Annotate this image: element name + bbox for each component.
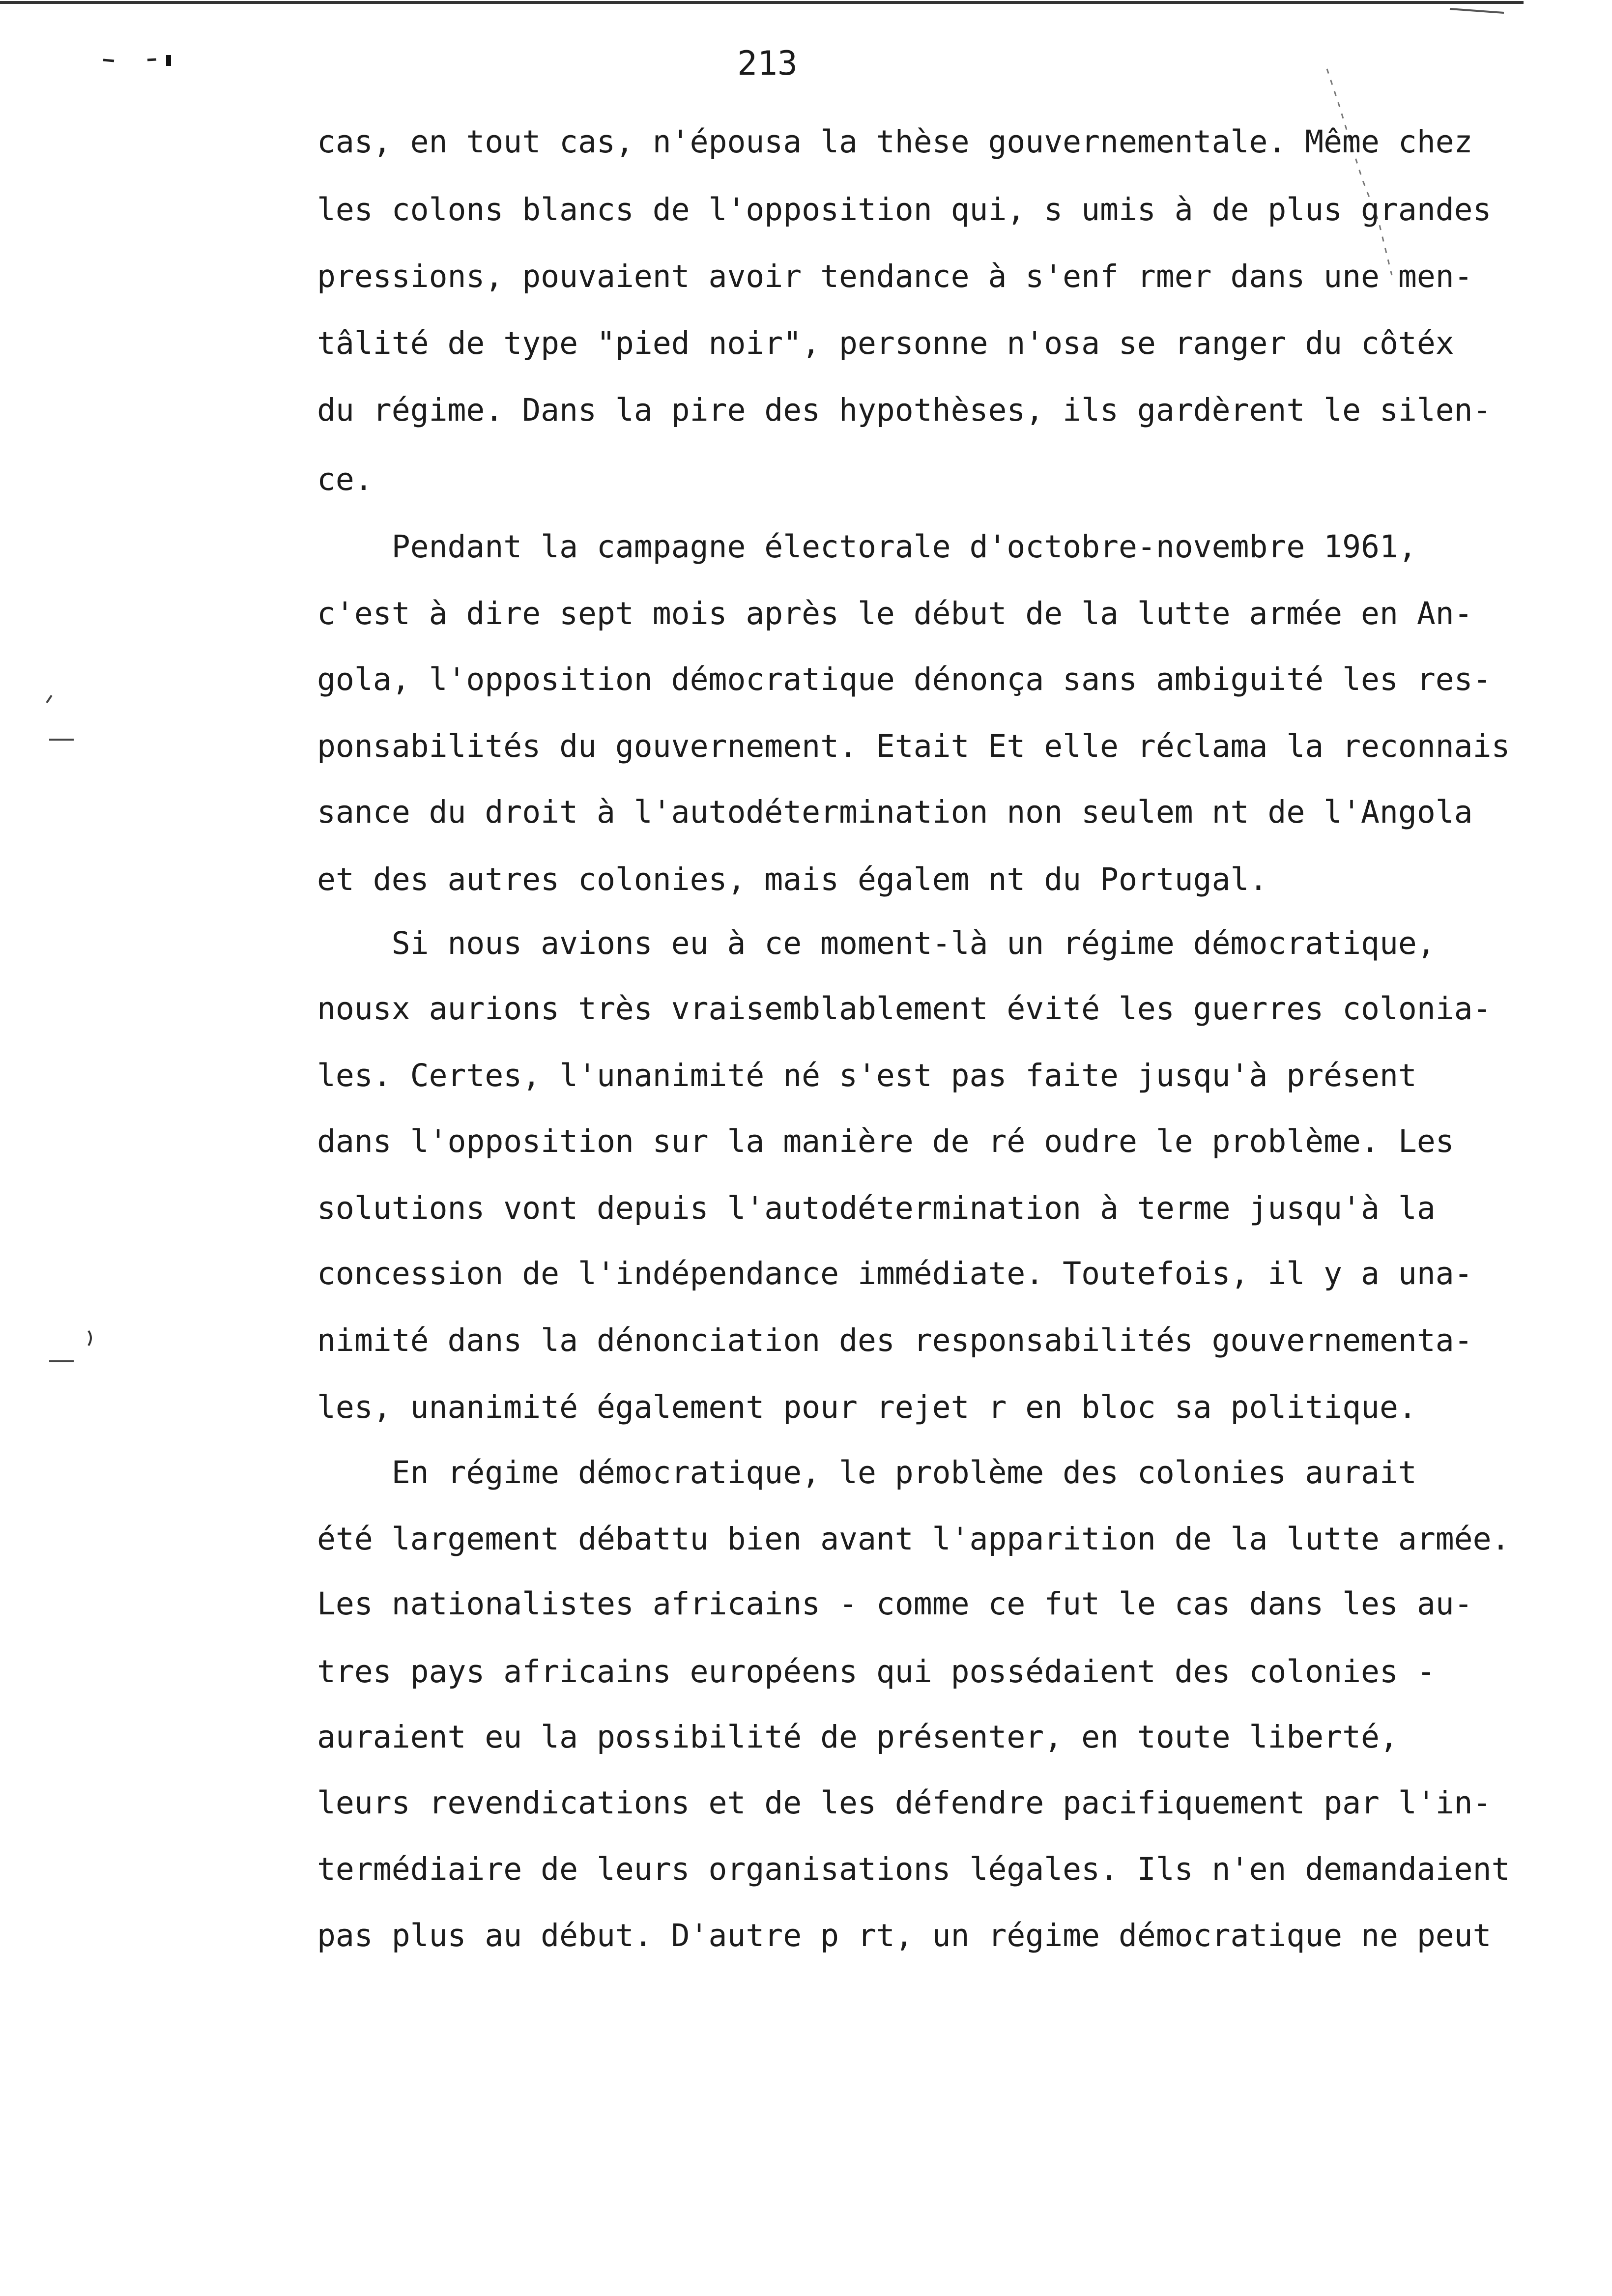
top-right-edge-mark [1450,9,1504,13]
text-line: les colons blancs de l'opposition qui, s umis à de plus grandes [317,192,1492,228]
text-line: termédiaire de leurs organisations légales. Ils n'en demandaient [317,1851,1510,1887]
text-line: solutions vont depuis l'autodétermination à terme jusqu'à la [317,1190,1436,1226]
text-line: été largement débattu bien avant l'apparition de la lutte armée. [317,1521,1510,1557]
text-line: dans l'opposition sur la manière de ré oudre le problème. Les [317,1123,1454,1159]
text-line: nousx aurions très vraisemblablement évité les guerres colonia- [317,991,1492,1027]
text-line: tâlité de type "pied noir", personne n'osa se ranger du côtéx [317,325,1454,361]
text-line: les. Certes, l'unanimité né s'est pas faite jusqu'à présent [317,1058,1417,1093]
left-margin-paren-mark [88,1331,91,1346]
text-line: sance du droit à l'autodétermination non seulem nt de l'Angola [317,794,1473,830]
text-line: gola, l'opposition démocratique dénonça sans ambiguité les res- [317,661,1492,697]
text-line: c'est à dire sept mois après le début de la lutte armée en An- [317,596,1473,631]
text-line: pas plus au début. D'autre p rt, un régime démocratique ne peut [317,1918,1492,1953]
text-line: ce. [317,461,373,497]
text-line: leurs revendications et de les défendre pacifiquement par l'in- [317,1785,1492,1821]
text-line: cas, en tout cas, n'épousa la thèse gouvernementale. Même chez [317,124,1473,160]
text-line: et des autres colonies, mais égalem nt du Portugal. [317,861,1268,897]
text-line: nimité dans la dénonciation des responsabilités gouvernementa- [317,1322,1473,1358]
page-number: 213 [737,44,798,83]
text-line: concession de l'indépendance immédiate. Toutefois, il y a una- [317,1256,1473,1292]
text-line: tres pays africains européens qui possédaient des colonies - [317,1654,1436,1690]
right-margin-scratch-mark [1327,69,1392,275]
top-left-dash-mark [103,60,114,61]
text-line: pressions, pouvaient avoir tendance à s'enf rmer dans une men- [317,258,1473,294]
text-line: du régime. Dans la pire des hypothèses, ils gardèrent le silen- [317,392,1492,428]
text-line: Si nous avions eu à ce moment-là un régime démocratique, [317,925,1436,961]
left-margin-slash-mark [47,695,52,703]
text-line: Les nationalistes africains - comme ce fut le cas dans les au- [317,1586,1473,1622]
text-line: ponsabilités du gouvernement. Etait Et elle réclama la reconnais [317,728,1510,764]
text-line: En régime démocratique, le problème des colonies aurait [317,1455,1417,1491]
text-line: les, unanimité également pour rejet r en bloc sa politique. [317,1389,1417,1425]
text-line: Pendant la campagne électorale d'octobre-novembre 1961, [317,529,1417,565]
top-left-dot-mark [166,55,171,66]
top-left-tick-mark [147,59,156,60]
text-line: auraient eu la possibilité de présenter, en toute liberté, [317,1719,1398,1755]
